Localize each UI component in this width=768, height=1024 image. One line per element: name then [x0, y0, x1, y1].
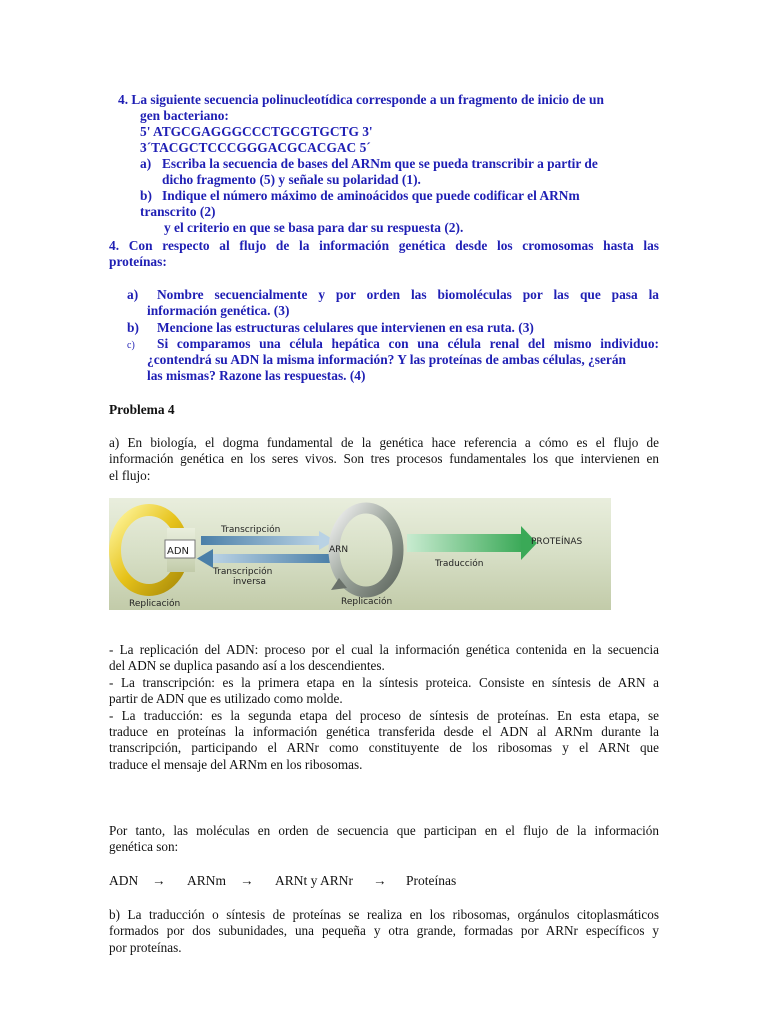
central-dogma-figure	[109, 498, 611, 610]
intro-paragraph	[109, 435, 659, 484]
q1-item-a-line1: Escriba la secuencia de bases del ARNm que se pueda transcribir a partir de	[162, 156, 598, 171]
q2-item-c-line3: las mismas? Razone las respuestas. (4)	[147, 368, 366, 383]
conclusion-paragraph	[109, 823, 659, 856]
flow-arrow-icon: →	[373, 873, 387, 888]
q2-item-a-label: a)	[127, 287, 139, 302]
q1-item-b-label: b)	[140, 188, 152, 203]
q1-item-a-line2: dicho fragmento (5) y señale su polaridad (1).	[162, 172, 421, 187]
processes-paragraph	[109, 642, 659, 773]
q2-item-c-line1: Si comparamos una célula hepática con una célula renal del mismo individuo:	[157, 336, 659, 351]
figure-label-adn: ADN	[167, 546, 190, 557]
flow-item-arnt-arnr: ARNt y ARNr	[275, 873, 354, 888]
q2-item-a-line1: Nombre secuencialmente y por orden las biomoléculas por las que pasa la	[157, 287, 659, 302]
figure-label-transcripcion-inversa-2: inversa	[233, 577, 266, 587]
q2-item-b-label: b)	[127, 320, 139, 335]
part-b-line: b) La traducción o síntesis de proteínas se realiza en los ribosomas, orgánulos citoplasmáticos	[109, 907, 659, 922]
q2-title-line2: proteínas:	[109, 254, 167, 269]
q1-title-line2: gen bacteriano:	[140, 108, 229, 123]
q2-item-a-line2: información genética. (3)	[147, 303, 290, 318]
figure-label-replicacion-left: Replicación	[129, 599, 181, 609]
process-line: - La replicación del ADN: proceso por el cual la información genética contenida en la secuencia	[109, 642, 659, 657]
figure-label-arn: ARN	[329, 545, 349, 555]
q2-item-b-line1: Mencione las estructuras celulares que intervienen en esa ruta. (3)	[157, 320, 534, 335]
intro-line: el flujo:	[109, 467, 151, 483]
q1-sequence-5-3: 5' ATGCGAGGGCCCTGCGTGCTG 3'	[140, 124, 373, 139]
flow-arrow-icon: →	[152, 873, 166, 888]
conclusion-line: genética son:	[109, 839, 179, 855]
flow-arrow-icon: →	[240, 873, 254, 888]
q2-title-line1: 4. Con respecto al flujo de la información genética desde los cromosomas hasta las	[109, 238, 659, 253]
process-line: del ADN se duplica pasando así a los descendientes.	[109, 658, 385, 674]
figure-label-traduccion: Traducción	[435, 559, 484, 569]
flow-item-proteinas: Proteínas	[406, 873, 457, 888]
figure-label-transcripcion-inversa-1: Transcripción	[213, 567, 273, 577]
q1-item-a-label: a)	[140, 156, 152, 171]
process-line: - La traducción: es la segunda etapa del proceso de síntesis de proteínas. En esta etapa, se	[109, 707, 659, 723]
process-line: - La transcripción: es la primera etapa en la síntesis proteica. Consiste en síntesis de ARN a	[109, 674, 659, 690]
conclusion-line: Por tanto, las moléculas en orden de secuencia que participan en el flujo de la información	[109, 823, 659, 838]
figure-label-replicacion-right: Replicación	[341, 597, 393, 607]
part-b-line: formados por dos subunidades, una pequeña y otra grande, formadas por ARNr específicos y	[109, 923, 659, 939]
part-b-line: por proteínas.	[109, 939, 182, 955]
part-b-paragraph	[109, 907, 659, 956]
q1-sequence-3-5: 3´TACGCTCCCGGGACGCACGAC 5´	[140, 140, 371, 155]
process-line: traduce el mensaje del ARNm en los ribosomas.	[109, 756, 363, 772]
figure-label-proteinas: PROTEÍNAS	[531, 537, 583, 547]
q1-item-b-line1: Indique el número máximo de aminoácidos que puede codificar el ARNm	[162, 188, 580, 203]
q1-title-line1: 4. La siguiente secuencia polinucleotídica corresponde a un fragmento de inicio de un	[118, 92, 604, 107]
q1-item-b-line2: transcrito (2)	[140, 204, 216, 219]
flow-item-adn: ADN	[109, 873, 139, 888]
intro-line: información genética en los seres vivos. Son tres procesos fundamentales los que intervienen en	[109, 451, 659, 467]
flow-item-arnm: ARNm	[187, 873, 227, 888]
process-line: partir de ADN que es utilizado como molde.	[109, 691, 343, 707]
q2-item-c-label: c)	[127, 340, 135, 351]
process-line: traduce en proteínas la información genética transferida desde el ADN al ARNm durante la	[109, 724, 659, 740]
problem-heading: Problema 4	[109, 402, 175, 417]
q1-item-b-line3: y el criterio en que se basa para dar su respuesta (2).	[164, 220, 464, 235]
intro-line: a) En biología, el dogma fundamental de la genética hace referencia a cómo es el flujo de	[109, 435, 659, 450]
figure-label-transcripcion: Transcripción	[221, 525, 281, 535]
process-line: transcripción, participando el ARNr como constituyente de los ribosomas y el ARNt que	[109, 740, 659, 756]
q2-item-c-line2: ¿contendrá su ADN la misma información? Y las proteínas de ambas células, ¿serán	[147, 352, 626, 367]
